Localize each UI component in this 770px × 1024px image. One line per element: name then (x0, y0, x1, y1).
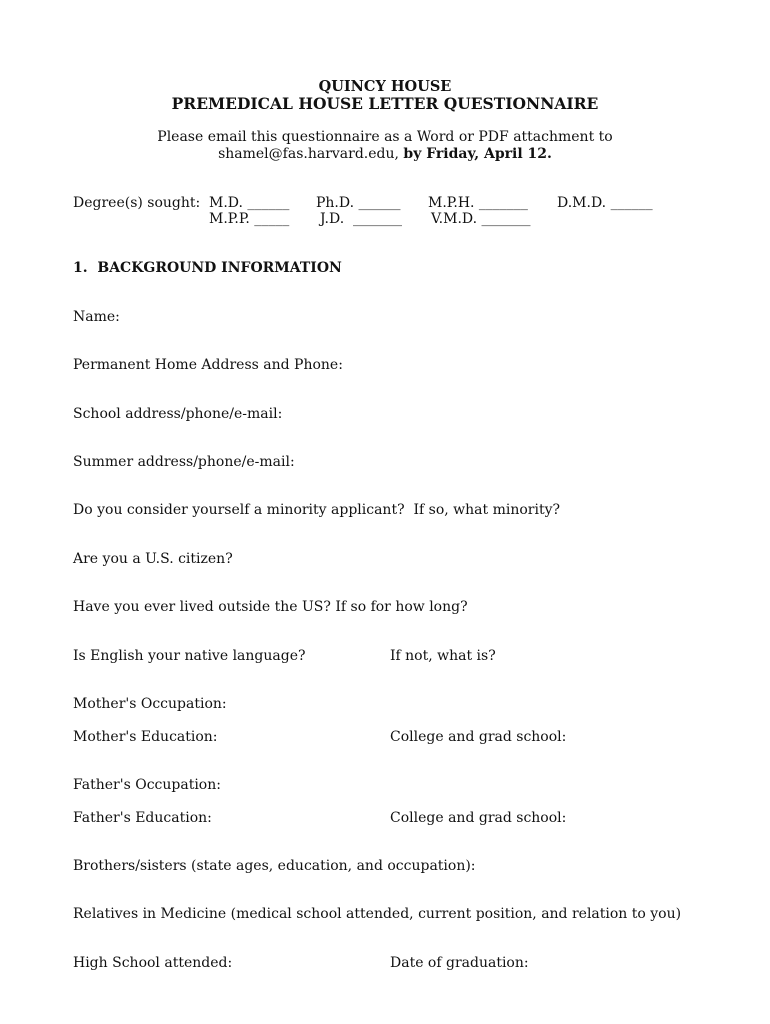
field-father-college-label: College and grad school: (390, 810, 567, 826)
field-father-education-label: Father's Education: (73, 810, 212, 826)
degree-mpp: M.P.P. _____ (209, 211, 290, 227)
field-lived-outside-label: Have you ever lived outside the US? If so for how long? (73, 599, 468, 615)
instructions-line-2 (0, 146, 770, 162)
field-siblings-label: Brothers/sisters (state ages, education, and occupation): (73, 858, 476, 874)
field-english-if-not-label: If not, what is? (390, 648, 496, 664)
field-minority-label: Do you consider yourself a minority applicant? If so, what minority? (73, 502, 560, 518)
field-relatives-label: Relatives in Medicine (medical school attended, current position, and relation to you) (73, 906, 682, 922)
field-high-school-label: High School attended: (73, 955, 233, 971)
section-background-heading: 1. BACKGROUND INFORMATION (73, 260, 342, 276)
field-summer-address-label: Summer address/phone/e-mail: (73, 454, 295, 470)
field-graduation-date-label: Date of graduation: (390, 955, 529, 971)
field-mother-college-label: College and grad school: (390, 729, 567, 745)
field-mother-occupation-label: Mother's Occupation: (73, 696, 227, 712)
degree-dmd: D.M.D. ______ (557, 195, 653, 211)
field-mother-education-label: Mother's Education: (73, 729, 218, 745)
degree-vmd: V.M.D. _______ (431, 211, 531, 227)
field-name-label: Name: (73, 309, 120, 325)
instructions-deadline: by Friday, April 12. (403, 146, 552, 162)
field-english-native-label: Is English your native language? (73, 648, 306, 664)
field-citizen-label: Are you a U.S. citizen? (73, 551, 233, 567)
degree-jd: J.D. _______ (320, 211, 403, 227)
degrees-label: Degree(s) sought: (73, 195, 201, 211)
instructions-email: shamel@fas.harvard.edu, (218, 146, 399, 162)
field-school-address-label: School address/phone/e-mail: (73, 406, 283, 422)
document-title: PREMEDICAL HOUSE LETTER QUESTIONNAIRE (171, 94, 599, 113)
field-permanent-address-label: Permanent Home Address and Phone: (73, 357, 343, 373)
degree-mph: M.P.H. _______ (428, 195, 528, 211)
degree-md: M.D. ______ (209, 195, 290, 211)
degree-phd: Ph.D. ______ (316, 195, 401, 211)
house-name: QUINCY HOUSE (318, 78, 452, 95)
field-father-occupation-label: Father's Occupation: (73, 777, 221, 793)
instructions-line-1: Please email this questionnaire as a Word or PDF attachment to (157, 129, 613, 145)
